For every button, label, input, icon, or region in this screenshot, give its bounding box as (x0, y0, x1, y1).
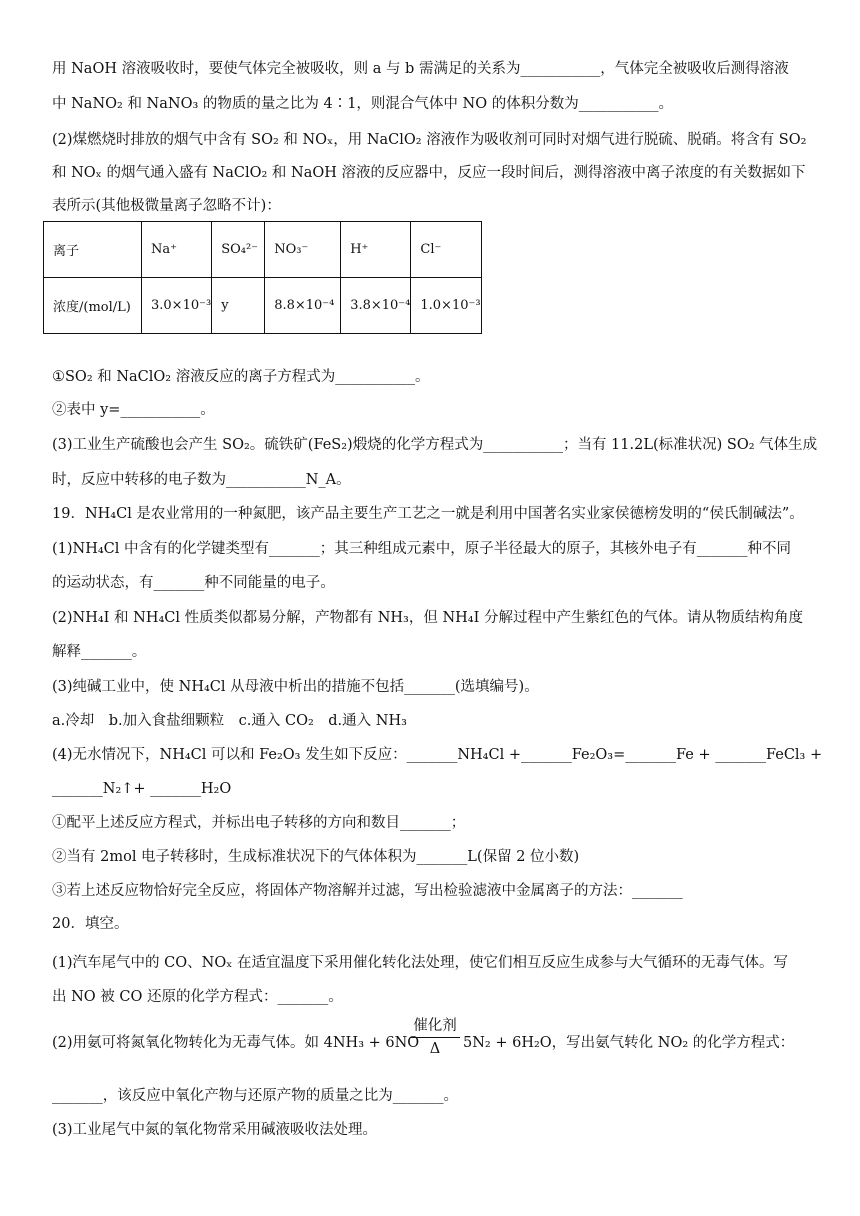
table-header-row (44, 222, 482, 278)
text-line: (2)煤燃烧时排放的烟气中含有 SO₂ 和 NOₓ，用 NaClO₂ 溶液作为吸收剂可同时对烟气进行脱硫、脱硝。将含有 SO₂ (52, 132, 807, 148)
table-cell: 3.8×10⁻⁴ (341, 278, 411, 334)
question-20-title: 20．填空。 (52, 916, 129, 932)
text-line: (4)无水情况下，NH₄Cl 可以和 Fe₂O₃ 发生如下反应：_______NH₄Cl +_______Fe₂O₃=_______Fe + _______FeCl₃ + (52, 747, 823, 763)
text-line: (2)NH₄I 和 NH₄Cl 性质类似都易分解，产物都有 NH₃，但 NH₄I 分解过程中产生紫红色的气体。请从物质结构角度 (52, 610, 803, 626)
text-line: 中 NaNO₂ 和 NaNO₃ 的物质的量之比为 4∶1，则混合气体中 NO 的体积分数为___________。 (52, 96, 673, 112)
text-line: 解释_______。 (52, 644, 147, 660)
text-line: _______，该反应中氧化产物与还原产物的质量之比为_______。 (52, 1088, 458, 1104)
text-line: ②表中 y=___________。 (52, 402, 215, 418)
text-line: ②当有 2mol 电子转移时，生成标准状况下的气体体积为_______L(保留 2 位小数) (52, 849, 580, 865)
text-line: 和 NOₓ 的烟气通入盛有 NaClO₂ 和 NaOH 溶液的反应器中，反应一段时间后，测得溶液中离子浓度的有关数据如下 (52, 165, 806, 181)
table-header-cell: NO₃⁻ (265, 222, 341, 278)
table-cell: 8.8×10⁻⁴ (265, 278, 341, 334)
text-line: ①SO₂ 和 NaClO₂ 溶液反应的离子方程式为___________。 (52, 369, 430, 385)
text-line: 出 NO 被 CO 还原的化学方程式：_______。 (52, 989, 343, 1005)
reaction-arrow-line (410, 1037, 460, 1038)
table-cell: y (212, 278, 265, 334)
table-header-cell: SO₄²⁻ (212, 222, 265, 278)
text-line: 的运动状态，有_______种不同能量的电子。 (52, 575, 335, 591)
table-header-cell: 离子 (44, 222, 142, 278)
heat-label: Δ (429, 1041, 441, 1057)
table-cell: 1.0×10⁻³ (411, 278, 481, 334)
table-header-cell: Cl⁻ (411, 222, 481, 278)
options-line: a.冷却 b.加入食盐细颗粒 c.通入 CO₂ d.通入 NH₃ (52, 713, 407, 729)
text-line: (1)NH₄Cl 中含有的化学键类型有_______；其三种组成元素中，原子半径最大的原子，其核外电子有_______种不同 (52, 541, 792, 557)
question-19-title: 19．NH₄Cl 是农业常用的一种氮肥，该产品主要生产工艺之一就是利用中国著名实业家侯德榜发明的“侯氏制碱法”。 (52, 506, 804, 522)
table-row (44, 278, 482, 334)
table-row-label: 浓度/(mol/L) (44, 278, 142, 334)
table-header-cell: Na⁺ (142, 222, 212, 278)
text-line: (3)工业尾气中氮的氧化物常采用碱液吸收法处理。 (52, 1122, 378, 1138)
text-line: (3)工业生产硫酸也会产生 SO₂。硫铁矿(FeS₂)煅烧的化学方程式为___________；当有 11.2L(标准状况) SO₂ 气体生成 (52, 437, 818, 453)
text-line: 用 NaOH 溶液吸收时，要使气体完全被吸收，则 a 与 b 需满足的关系为___________，气体完全被吸收后测得溶液 (52, 61, 789, 77)
text-line: 5N₂ + 6H₂O，写出氨气转化 NO₂ 的化学方程式： (463, 1035, 795, 1051)
table-cell: 3.0×10⁻³ (142, 278, 212, 334)
text-line: ③若上述反应物恰好完全反应，将固体产物溶解并过滤，写出检验滤液中金属离子的方法：_______ (52, 883, 683, 899)
catalyst-label: 催化剂 (413, 1018, 457, 1034)
catalyst-condition (410, 1017, 460, 1058)
text-line: (1)汽车尾气中的 CO、NOₓ 在适宜温度下采用催化转化法处理，使它们相互反应生成参与大气循环的无毒气体。写 (52, 955, 788, 971)
text-line: (3)纯碱工业中，使 NH₄Cl 从母液中析出的措施不包括_______(选填编号)。 (52, 679, 539, 695)
ion-concentration-table (43, 221, 482, 334)
text-line: _______N₂↑+ _______H₂O (52, 781, 232, 797)
text-line: ①配平上述反应方程式，并标出电子转移的方向和数目_______； (52, 815, 466, 831)
text-line: (2)用氨可将氮氧化物转化为无毒气体。如 4NH₃ + 6NO (52, 1035, 420, 1051)
text-line: 时，反应中转移的电子数为___________N_A。 (52, 472, 351, 488)
text-line: 表所示(其他极微量离子忽略不计)： (52, 198, 281, 214)
table-header-cell: H⁺ (341, 222, 411, 278)
